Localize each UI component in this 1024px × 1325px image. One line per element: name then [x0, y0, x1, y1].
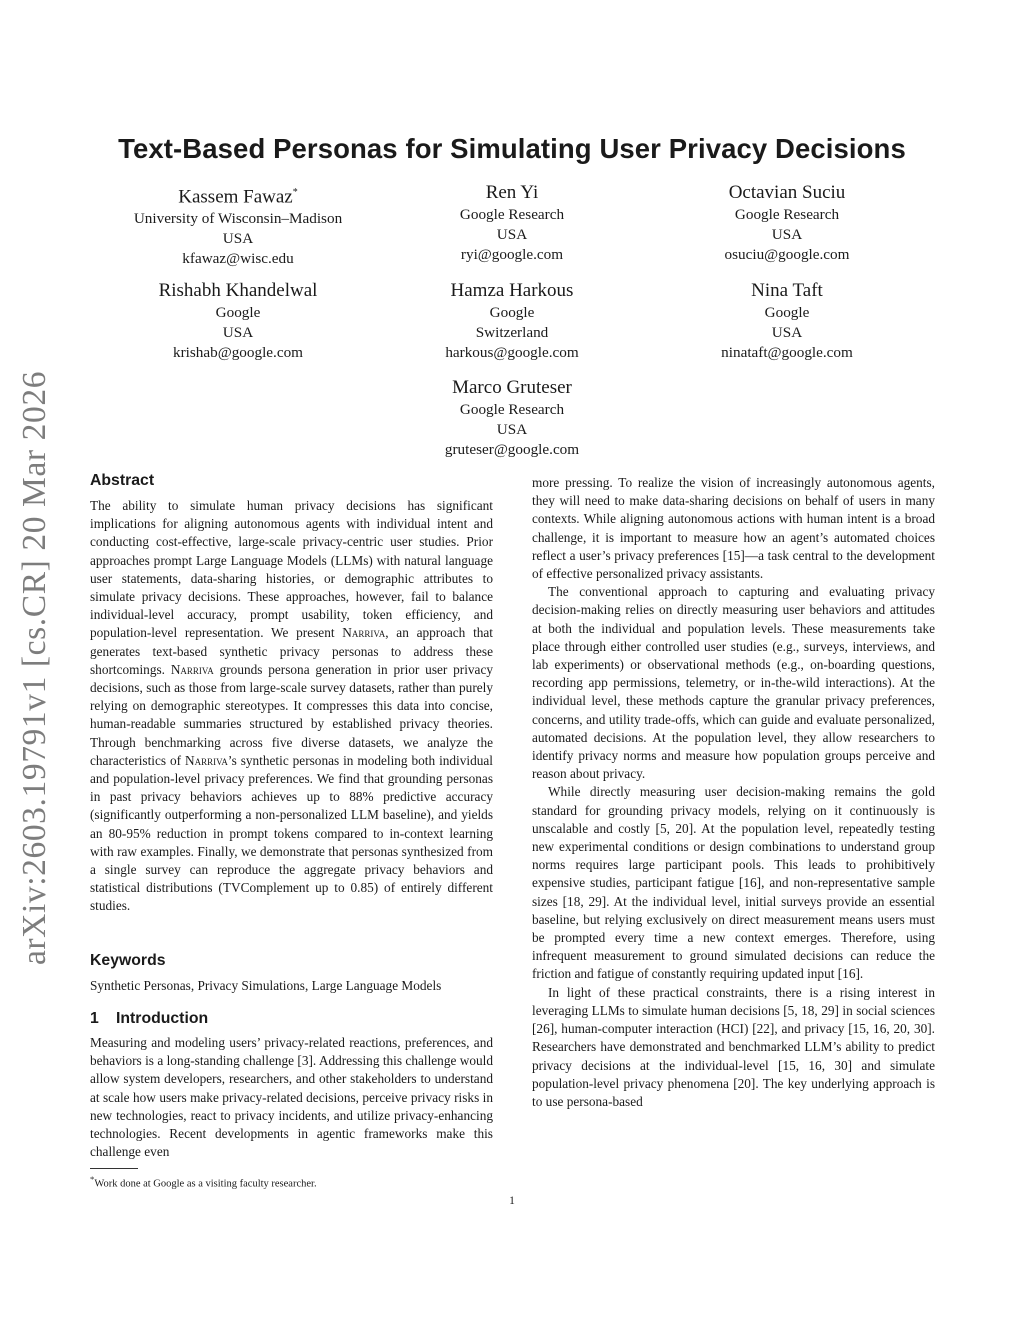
footnote: *Work done at Google as a visiting faculty researcher.: [90, 1174, 317, 1190]
introduction-body-left: [90, 1034, 493, 1161]
arxiv-identifier-text: arXiv:2603.19791v1 [cs.CR] 20 Mar 2026: [16, 370, 53, 965]
author-affiliation: Google Research: [734, 206, 840, 223]
introduction-body-right: [532, 474, 935, 1111]
author-email: ryi@google.com: [460, 246, 564, 263]
author-block: [637, 279, 937, 363]
system-name: Narriva: [184, 752, 228, 768]
intro-paragraph: In light of these practical constraints, there is a rising interest in leveraging LLMs to simulate human decisions [5, 18, 29] in social sciences [26], human-computer interaction (HCI) [22], and privacy [15, 16, 20, 30]. Researchers have demonstrated and benchmarked LLM’s ability to predict privacy decisions at the individual-level [15, 16, 30] and simulate population-level privacy phenomena [20]. The key underlying approach is to use persona-based: [532, 984, 935, 1109]
author-block: [362, 279, 662, 363]
author-affiliation: Google Research: [459, 206, 565, 223]
introduction-heading: 1 Introduction: [90, 1010, 209, 1027]
intro-paragraph: more pressing. To realize the vision of increasingly autonomous agents, they will need to make data-sharing decisions on behalf of users in many contexts. While aligning autonomous actions with human intent is a broad challenge, it is important to measure how an agent’s automated choices reflect a user’s privacy preferences [15]—a task central to the development of effective personalized privacy assistants.: [532, 475, 935, 582]
abstract-heading: Abstract: [90, 472, 155, 489]
author-email: ninataft@google.com: [721, 344, 853, 361]
author-name: Octavian Suciu: [728, 182, 846, 203]
keywords-heading: Keywords: [90, 952, 166, 969]
author-country: USA: [222, 230, 254, 248]
author-footnote-mark: *: [292, 187, 298, 198]
author-name: Marco Gruteser: [452, 377, 572, 398]
author-affiliation: Google: [215, 304, 261, 321]
abstract-body: [90, 497, 493, 916]
author-affiliation: Google Research: [459, 401, 565, 418]
keywords-text: Synthetic Personas, Privacy Simulations, Large Language Models: [90, 978, 442, 993]
page-number: 1: [509, 1195, 515, 1207]
author-country: USA: [222, 324, 254, 341]
author-name: Kassem Fawaz*: [178, 186, 298, 208]
author-block: [362, 376, 662, 460]
intro-paragraph: The conventional approach to capturing and evaluating privacy decision-making relies on directly measuring user behaviors and attitudes at both the individual and population levels. These measurements take place through either controlled user studies (e.g., surveys, interviews, and lab experiments) or observational methods (e.g., on-boarding questions, recording app permissions, telemetry, or in-the-wild interactions). At the individual level, these methods capture the granular privacy preferences, concerns, and utility trade-offs, which can guide and evaluate personalized, automated decisions. At the population level, they allow researchers to identify privacy norms and measure how population groups perceive and reason about privacy.: [532, 584, 935, 782]
author-block: [88, 181, 388, 269]
author-block: [362, 181, 662, 265]
author-email: harkous@google.com: [445, 344, 579, 361]
footnote-rule: [90, 1168, 138, 1169]
intro-paragraph: Measuring and modeling users’ privacy-related reactions, preferences, and behaviors is a long-standing challenge [3]. Addressing this challenge would allow system developers, researchers, and other stakeholders to understand at scale how users make privacy-related decisions, perceive privacy risks in new technologies, react to privacy incidents, and utilize privacy-enhancing technologies. Recent developments in agentic frameworks make this challenge even: [90, 1035, 493, 1160]
author-affiliation: University of Wisconsin–Madison: [133, 210, 343, 228]
author-name: Hamza Harkous: [450, 280, 574, 301]
abstract-paragraph: The ability to simulate human privacy decisions has significant implications for aligning autonomous agents with individual intent and conducting cost-effective, large-scale privacy-centric user studies. Prior approaches prompt Large Language Models (LLMs) with natural language user statements, data-sharing histories, or demographic attributes to simulate privacy decisions. These approaches, however, fail to balance individual-level accuracy, prompt usability, token efficiency, and population-level representation. We present Narriva, an approach that generates text-based synthetic privacy personas to address these shortcomings. Narriva grounds persona generation in prior user privacy decisions, such as those from large-scale survey datasets, rather than purely relying on demographic stereotypes. It compresses this data into concise, human-readable summaries structured by established privacy theories. Through benchmarking across five diverse datasets, we analyze the characteristics of Narriva’s synthetic personas in modeling both individual and population-level privacy preferences. We find that grounding personas in past privacy behaviors achieves up to 88% predictive accuracy (significantly outperforming a non-personalized LLM baseline), and yields an 80-95% reduction in prompt tokens compared to in-context learning with raw examples. Finally, we demonstrate that personas synthesized from a single survey can reproduce the aggregate privacy behaviors and statistical distributions (TVComplement up to 0.85) of entirely different studies.: [90, 498, 494, 914]
arxiv-identifier: [10, 370, 60, 965]
author-country: Switzerland: [475, 324, 549, 341]
author-name: Ren Yi: [485, 182, 539, 203]
author-country: USA: [771, 226, 803, 243]
system-name: Narriva: [342, 625, 386, 641]
author-block: [88, 279, 388, 363]
author-email: osuciu@google.com: [724, 246, 850, 263]
intro-paragraph: While directly measuring user decision-making remains the gold standard for grounding privacy models, relying on it continuously is unscalable and costly [5, 20]. At the population level, repeatedly testing new experimental conditions or design combinations to understand group norms requires large participant pools. This leads to prohibitively expensive studies, participant fatigue [16], and non-representative sample sizes [18, 29]. At the individual level, initial surveys provide an essential baseline, but relying exclusively on direct measurement means users must be prompted every time a new context emerges. Therefore, using infrequent measurement to ground simulated decisions can reduce the friction and fatigue of constantly requiring updated input [16].: [532, 784, 935, 982]
author-country: USA: [496, 226, 528, 243]
author-block: [637, 181, 937, 265]
author-affiliation: Google: [489, 304, 535, 321]
author-name: Nina Taft: [751, 280, 823, 301]
author-email: krishab@google.com: [173, 344, 303, 361]
author-name: Rishabh Khandelwal: [158, 280, 318, 301]
system-name: Narriva: [170, 661, 214, 677]
author-affiliation: Google: [764, 304, 810, 321]
author-country: USA: [771, 324, 803, 341]
author-email: gruteser@google.com: [444, 441, 580, 458]
author-country: USA: [496, 421, 528, 438]
paper-title: Text-Based Personas for Simulating User Privacy Decisions: [118, 133, 906, 164]
author-email: kfawaz@wisc.edu: [182, 250, 294, 268]
